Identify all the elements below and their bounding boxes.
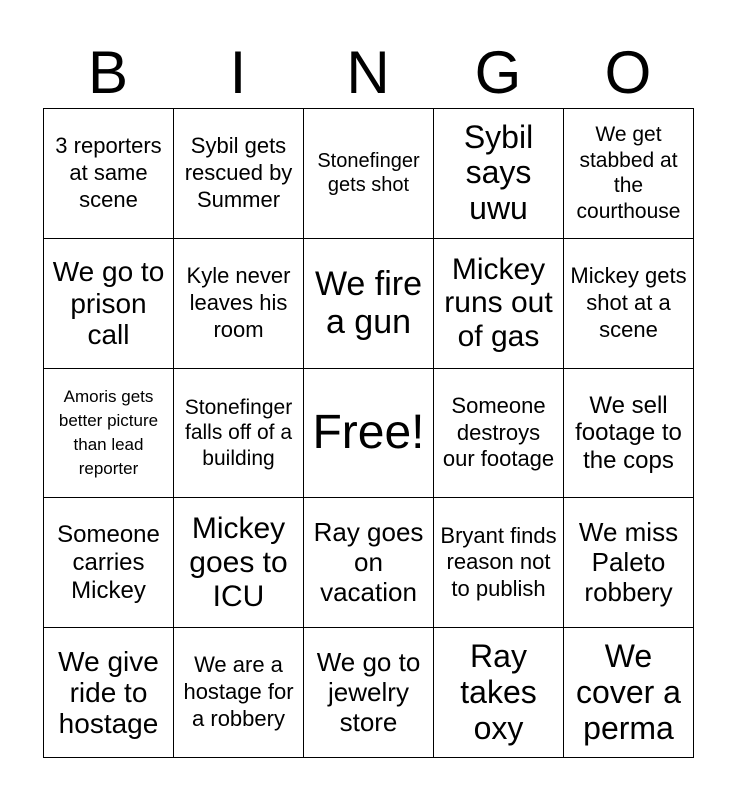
bingo-cell-r3c5[interactable] bbox=[564, 369, 694, 499]
bingo-cell-r1c5[interactable] bbox=[564, 109, 694, 239]
bingo-cell-r5c3[interactable] bbox=[304, 628, 434, 758]
bingo-cell-text: Stonefinger gets shot bbox=[317, 150, 420, 197]
bingo-card-grid bbox=[43, 108, 694, 758]
bingo-cell-text: We go to prison call bbox=[52, 256, 165, 350]
bingo-cell-r3c2[interactable] bbox=[174, 369, 304, 499]
bingo-cell-text: Free! bbox=[312, 405, 425, 459]
bingo-cell-text: Ray takes oxy bbox=[460, 637, 537, 746]
bingo-cell-r2c5[interactable] bbox=[564, 239, 694, 369]
bingo-cell-text: Stonefinger falls off of a building bbox=[184, 395, 293, 470]
bingo-cell-text: We cover a perma bbox=[576, 637, 681, 746]
bingo-cell-text: Mickey runs out of gas bbox=[444, 252, 553, 353]
header-letter-b: B bbox=[87, 39, 129, 106]
bingo-cell-r2c3[interactable] bbox=[304, 239, 434, 369]
header-letter-n: N bbox=[346, 39, 390, 106]
bingo-cell-text: Mickey goes to ICU bbox=[189, 512, 288, 613]
bingo-cell-text: We go to jewelry store bbox=[316, 646, 421, 737]
bingo-cell-text: Sybil says uwu bbox=[463, 118, 534, 227]
bingo-cell-r1c2[interactable] bbox=[174, 109, 304, 239]
bingo-cell-r4c1[interactable] bbox=[44, 498, 174, 628]
bingo-cell-r5c1[interactable] bbox=[44, 628, 174, 758]
bingo-cell-r1c1[interactable] bbox=[44, 109, 174, 239]
bingo-cell-text: Someone carries Mickey bbox=[57, 521, 160, 604]
bingo-cell-r4c2[interactable] bbox=[174, 498, 304, 628]
bingo-cell-r4c3[interactable] bbox=[304, 498, 434, 628]
bingo-cell-text: We sell footage to the cops bbox=[575, 391, 682, 474]
bingo-cell-text: We give ride to hostage bbox=[58, 645, 159, 740]
bingo-cell-text: Someone destroys our footage bbox=[442, 392, 555, 472]
bingo-cell-r2c4[interactable] bbox=[434, 239, 564, 369]
bingo-cell-r1c4[interactable] bbox=[434, 109, 564, 239]
bingo-cell-text: Mickey gets shot at a scene bbox=[570, 262, 687, 342]
bingo-cell-text: 3 reporters at same scene bbox=[55, 133, 162, 212]
bingo-cell-text: We are a hostage for a robbery bbox=[183, 652, 294, 731]
bingo-cell-text: Ray goes on vacation bbox=[313, 516, 424, 607]
bingo-cell-r3c4[interactable] bbox=[434, 369, 564, 499]
bingo-cell-text: Sybil gets rescued by Summer bbox=[184, 133, 293, 212]
bingo-header bbox=[43, 38, 693, 108]
bingo-cell-r2c2[interactable] bbox=[174, 239, 304, 369]
header-letter-i: I bbox=[229, 39, 247, 106]
bingo-cell-r5c5[interactable] bbox=[564, 628, 694, 758]
bingo-cell-r5c4[interactable] bbox=[434, 628, 564, 758]
bingo-cell-text: We miss Paleto robbery bbox=[578, 516, 679, 607]
bingo-cell-text: Bryant finds reason not to publish bbox=[440, 522, 557, 602]
bingo-cell-text: Kyle never leaves his room bbox=[186, 262, 291, 342]
bingo-cell-text: Amoris gets better picture than lead reporter bbox=[58, 387, 159, 478]
bingo-cell-text: We fire a gun bbox=[314, 265, 423, 342]
header-letter-g: G bbox=[474, 39, 522, 106]
bingo-cell-r4c5[interactable] bbox=[564, 498, 694, 628]
bingo-cell-text: We get stabbed at the courthouse bbox=[576, 123, 681, 223]
header-letter-o: O bbox=[604, 39, 652, 106]
bingo-cell-r1c3[interactable] bbox=[304, 109, 434, 239]
bingo-cell-r5c2[interactable] bbox=[174, 628, 304, 758]
bingo-cell-r3c1[interactable] bbox=[44, 369, 174, 499]
bingo-cell-r4c4[interactable] bbox=[434, 498, 564, 628]
bingo-cell-r2c1[interactable] bbox=[44, 239, 174, 369]
bingo-cell-free-space[interactable] bbox=[304, 369, 434, 499]
